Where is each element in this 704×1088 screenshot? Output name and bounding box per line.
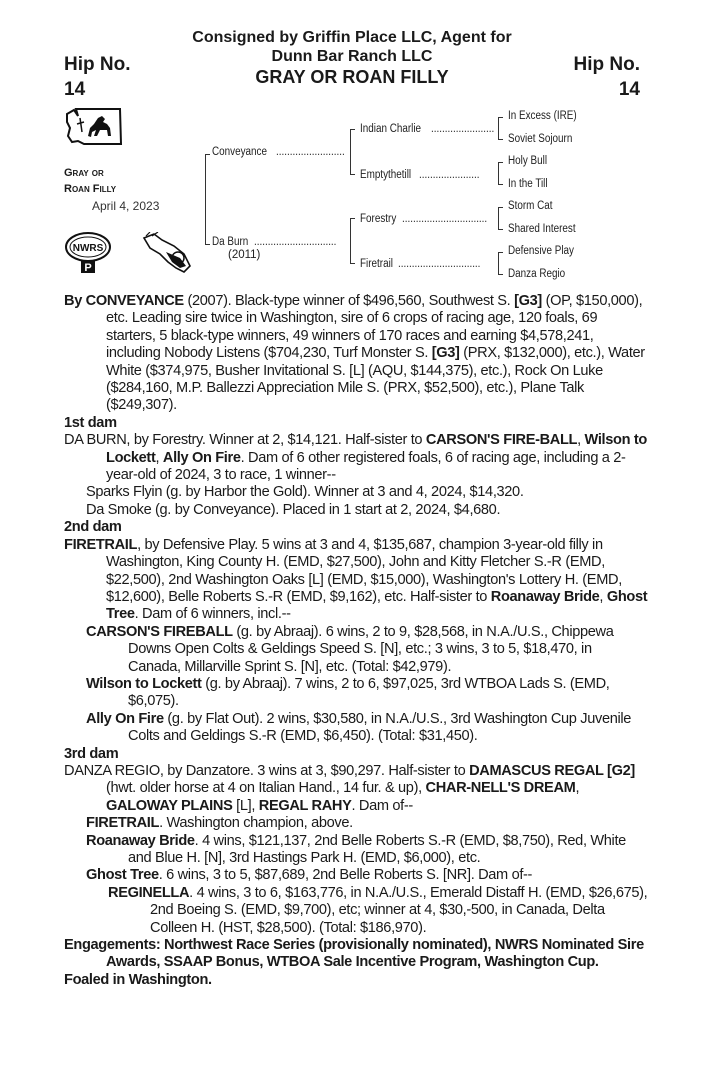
nwrs-sub: P [84, 262, 92, 274]
second-dam-paragraph: FIRETRAIL, by Defensive Play. 5 wins at 3 and 4, $135,687, champion 3-year-old filly in Washington, King County H. (EMD, $27,500), John and Kitty Fletcher S.-R (EMD, $22,500), 2nd Washington Oaks [L] (EMD, $15,000), Washington's Lottery H. (EMD, $12,600), Belle Roberts S.-R (EMD, $9,162), etc. Half-sister to Roanaway Bride, Ghost Tree. Dam of 6 winners, incl.-- [64, 536, 648, 623]
pedigree-g3-3: Holy Bull [508, 155, 548, 167]
nwrs-label: NWRS [72, 243, 104, 254]
third-dam-produce-3: Ghost Tree. 6 wins, 3 to 5, $87,689, 2nd Belle Roberts S. [NR]. Dam of-- [86, 867, 533, 884]
hip-number-right: 14 [618, 79, 640, 100]
second-dam-heading: 2nd dam [64, 519, 122, 536]
third-dam-produce-4: REGINELLA. 4 wins, 3 to 6, $163,776, in N.A./U.S., Emerald Distaff H. (EMD, $26,675), 2nd Boeing S. (EMD, $9,700), etc; winner at 4, $30,-500, in Canada, Delta Colleen H. (HST, $28,500). (Total: $186,970). [108, 884, 648, 936]
nwrs-logo [64, 230, 112, 274]
first-dam-foal-2: Da Smoke (g. by Conveyance). Placed in 1 start at 2, 2024, $4,680. [86, 501, 501, 518]
pedigree-g3-8: Danza Regio [508, 268, 566, 280]
hip-number-left: 14 [64, 79, 86, 100]
pedigree-sire-sire: Indian Charlie ....................... [360, 123, 495, 135]
catalog-body [64, 293, 648, 989]
pedigree-g3-5: Storm Cat [508, 200, 553, 212]
third-dam-produce-1: FIRETRAIL. Washington champion, above. [86, 815, 353, 832]
sire-paragraph: By CONVEYANCE (2007). Black-type winner of $496,560, Southwest S. [G3] (OP, $150,000), etc. Leading sire twice in Washington, sire of 6 crops of racing age, 120 foals, 69 starters, 5 black-type winners, 49 winners of 170 races and earning $4,578,241, including Nobody Listens ($704,230, Turf Monster S. [G3] (PRX, $132,000), etc.), Water White ($374,975, Busher Invitational S. [L] (AQU, $144,375), etc.), Rock On Luke ($284,160, M.P. Ballezzi Appreciation Mile S. (PRX, $52,500), etc.), Plane Talk ($249,307). [64, 293, 645, 414]
consignor-line-1: Consigned by Griffin Place LLC, Agent for [192, 29, 512, 46]
first-dam-foal-1: Sparks Flyin (g. by Harbor the Gold). Winner at 3 and 4, 2024, $14,320. [86, 484, 524, 501]
foaled-in: Foaled in Washington. [64, 971, 212, 988]
pedigree-sire: Conveyance......................... [212, 146, 345, 158]
first-dam-paragraph: DA BURN, by Forestry. Winner at 2, $14,121. Half-sister to CARSON'S FIRE-BALL, Wilson to Lockett, Ally On Fire. Dam of 6 other registered foals, 6 of racing age, including a 2-year-old of 2024, 3 to race, 1 winner-- [64, 432, 647, 484]
second-dam-produce-2: Wilson to Lockett (g. by Abraaj). 7 wins, 2 to 6, $97,025, 3rd WTBOA Lads S. (EMD, $6,075). [86, 675, 610, 710]
pedigree-dam-year: (2011) [228, 249, 261, 261]
pedigree-dam: Da Burn.............................. [212, 236, 337, 248]
page-title: GRAY OR ROAN FILLY [255, 67, 449, 87]
pedigree-g3-1: In Excess (IRE) [508, 110, 577, 122]
second-dam-produce-1: CARSON'S FIREBALL (g. by Abraaj). 6 wins, 2 to 9, $28,568, in N.A./U.S., Chippewa Downs Open Colts & Geldings Speed S. [N], etc.; 3 wins, 3 to 5, $18,470, in Canada, Millarville Sprint S. [N], etc. (Total: $42,979). [86, 623, 614, 675]
hip-label-left: Hip No. [64, 54, 131, 75]
pedigree-dam-sire: Forestry............................... [360, 213, 488, 225]
first-dam-heading: 1st dam [64, 414, 117, 431]
horse-name-line1: Gray or [64, 167, 104, 179]
second-dam-produce-3: Ally On Fire (g. by Flat Out). 2 wins, $30,580, in N.A./U.S., 3rd Washington Cup Juvenile Colts and Geldings S.-R (EMD, $6,450). (Total: $31,450). [86, 710, 632, 745]
horse-name-line2: Roan Filly [64, 183, 117, 195]
pedigree-g3-7: Defensive Play [508, 245, 574, 257]
washington-state-horse-icon [64, 106, 124, 148]
pedigree-g3-4: In the Till [508, 178, 548, 190]
pedigree-g3-6: Shared Interest [508, 223, 576, 235]
pedigree-dam-dam: Firetrail.............................. [360, 258, 481, 270]
third-dam-paragraph: DANZA REGIO, by Danzatore. 3 wins at 3, $90,297. Half-sister to DAMASCUS REGAL [G2] (hwt. older horse at 4 on Italian Hand., 14 fur. & up), CHAR-NELL'S DREAM, GALOWAY PLAINS [L], REGAL RAHY. Dam of-- [64, 762, 635, 814]
foaling-date: April 4, 2023 [92, 199, 160, 213]
consignor-line-2: Dunn Bar Ranch LLC [271, 48, 433, 65]
third-dam-heading: 3rd dam [64, 745, 119, 762]
ssaap-horse-head-icon [140, 232, 196, 278]
engagements: Engagements: Northwest Race Series (provisionally nominated), NWRS Nominated Sire Awards, SSAAP Bonus, WTBOA Sale Incentive Program, Washington Cup. [64, 937, 644, 971]
hip-label-right: Hip No. [573, 54, 640, 75]
pedigree-sire-dam: Emptythetill...................... [360, 169, 480, 181]
third-dam-produce-2: Roanaway Bride. 4 wins, $121,137, 2nd Belle Roberts S.-R (EMD, $8,750), Red, White and Blue H. [N], 3rd Hastings Park H. (EMD, $6,000), etc. [86, 832, 626, 866]
pedigree-g3-2: Soviet Sojourn [508, 133, 573, 145]
